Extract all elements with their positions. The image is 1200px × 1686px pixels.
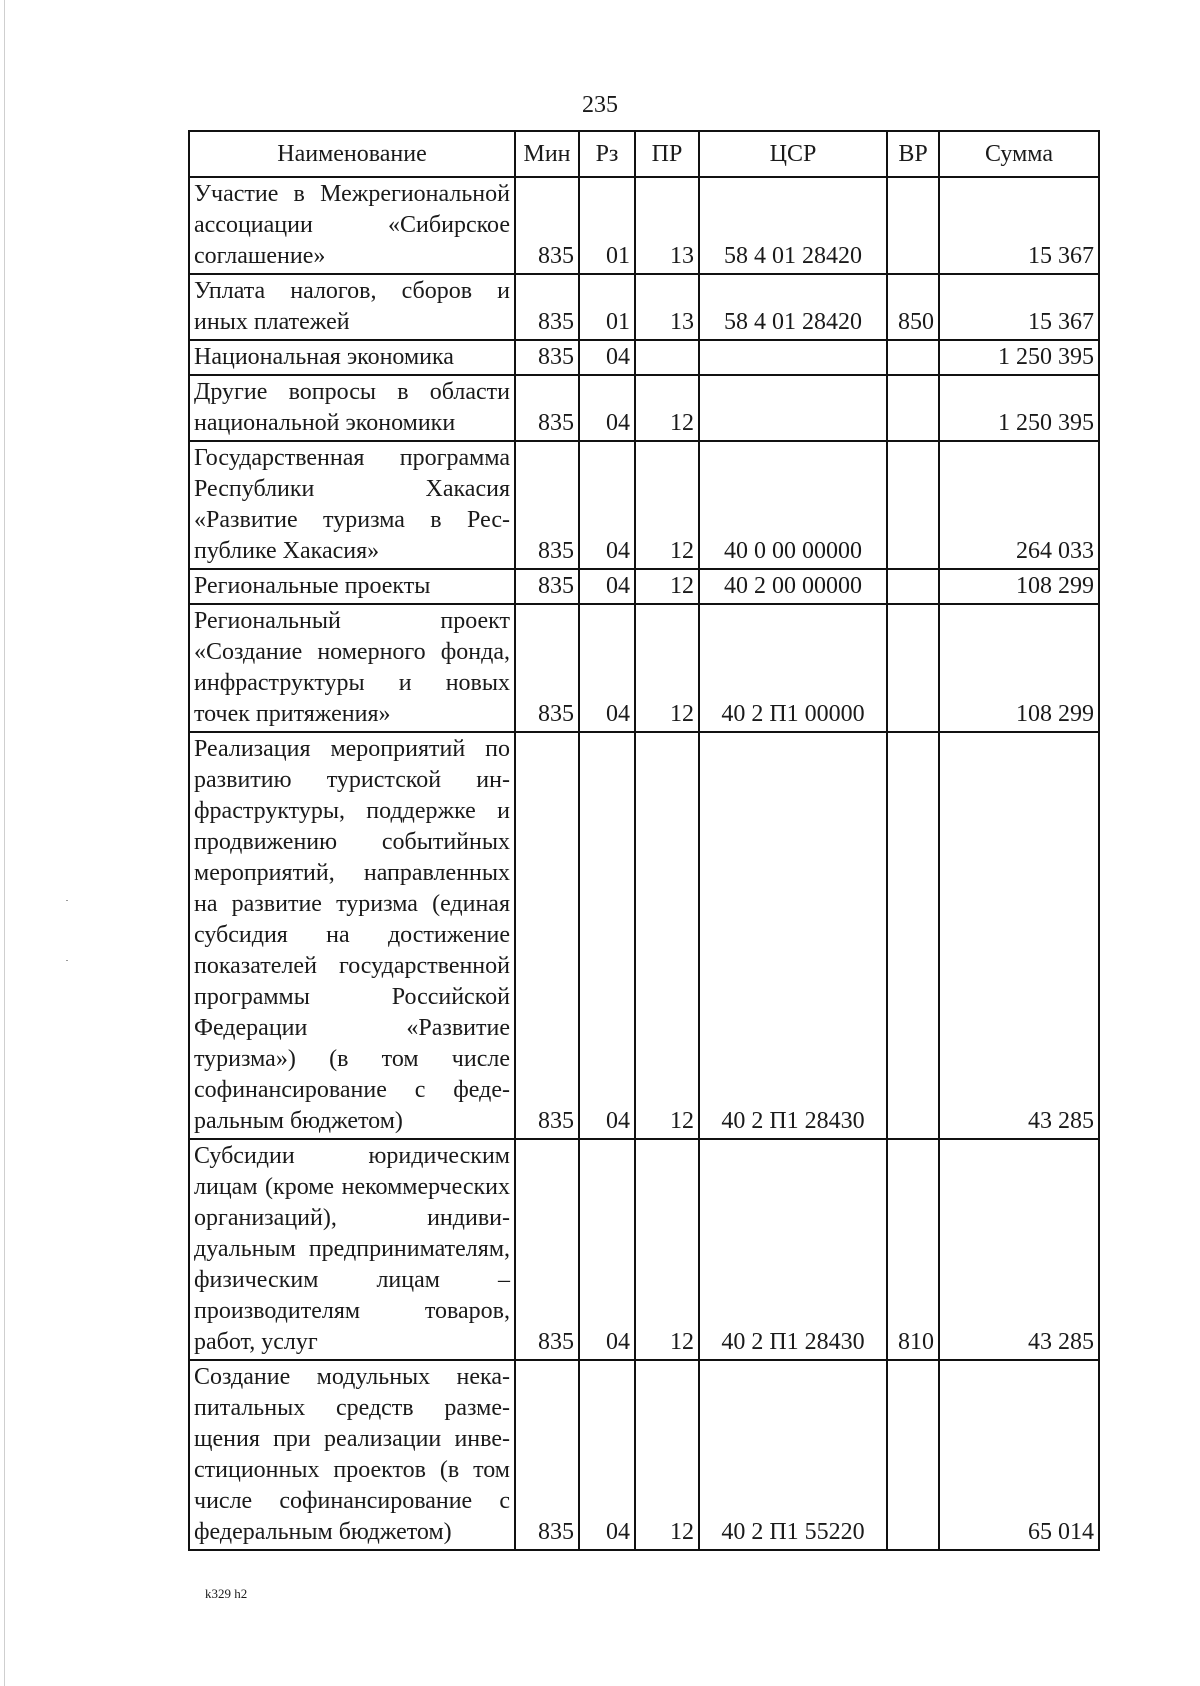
table-header: [189, 131, 1099, 177]
cell-rz: 04: [579, 1139, 635, 1360]
budget-table: [188, 130, 1100, 1551]
cell-vr: [887, 441, 939, 569]
cell-name: Реализация мероприятий по развитию туристской инфраструктуры, поддержке и продвижению событийных мероприятий, направленных на развитие туризма (единая субсидия на достижение показателей государственной программы Российской Федерации «Развитие туризма») (в том числе софинансирование с федеральным бюджетом): [189, 732, 515, 1139]
cell-name: Уплата налогов, сборов и иных платежей: [189, 274, 515, 340]
cell-pr: 12: [635, 604, 699, 732]
cell-rz: 01: [579, 177, 635, 274]
cell-min: 835: [515, 177, 579, 274]
table-body: [189, 177, 1099, 1550]
cell-rz: 04: [579, 732, 635, 1139]
table-row: [189, 1360, 1099, 1550]
header-name: Наименование: [189, 131, 515, 177]
cell-min: 835: [515, 441, 579, 569]
cell-sum: 43 285: [939, 732, 1099, 1139]
cell-vr: [887, 375, 939, 441]
cell-csr: 40 2 П1 28430: [699, 732, 887, 1139]
cell-min: 835: [515, 1360, 579, 1550]
header-rz: Рз: [579, 131, 635, 177]
header-csr: ЦСР: [699, 131, 887, 177]
cell-vr: [887, 1360, 939, 1550]
cell-vr: 810: [887, 1139, 939, 1360]
cell-sum: 264 033: [939, 441, 1099, 569]
table-row: [189, 1139, 1099, 1360]
cell-pr: 12: [635, 1360, 699, 1550]
cell-csr: 58 4 01 28420: [699, 274, 887, 340]
footer-code: k329 h2: [205, 1586, 248, 1601]
cell-name: Участие в Межрегиональной ассоциации «Сибирское соглашение»: [189, 177, 515, 274]
cell-vr: [887, 569, 939, 604]
cell-rz: 04: [579, 569, 635, 604]
cell-pr: 13: [635, 177, 699, 274]
cell-csr: 40 0 00 00000: [699, 441, 887, 569]
cell-csr: [699, 375, 887, 441]
cell-vr: [887, 340, 939, 375]
cell-name: Национальная экономика: [189, 340, 515, 375]
cell-sum: 65 014: [939, 1360, 1099, 1550]
cell-sum: 108 299: [939, 569, 1099, 604]
cell-pr: 13: [635, 274, 699, 340]
cell-csr: 40 2 П1 00000: [699, 604, 887, 732]
cell-pr: 12: [635, 1139, 699, 1360]
header-vr: ВР: [887, 131, 939, 177]
table-row: [189, 375, 1099, 441]
table-row: [189, 177, 1099, 274]
cell-name: Региональные проекты: [189, 569, 515, 604]
cell-rz: 04: [579, 1360, 635, 1550]
cell-name: Региональный проект «Создание номерного фонда, инфраструктуры и новых точек притяжения»: [189, 604, 515, 732]
cell-csr: 40 2 П1 28430: [699, 1139, 887, 1360]
cell-sum: 15 367: [939, 274, 1099, 340]
cell-min: 835: [515, 1139, 579, 1360]
cell-min: 835: [515, 569, 579, 604]
cell-rz: 04: [579, 441, 635, 569]
header-pr: ПР: [635, 131, 699, 177]
cell-pr: 12: [635, 569, 699, 604]
cell-min: 835: [515, 732, 579, 1139]
cell-pr: 12: [635, 375, 699, 441]
cell-rz: 01: [579, 274, 635, 340]
scan-mark: [66, 900, 68, 901]
cell-min: 835: [515, 375, 579, 441]
cell-pr: 12: [635, 441, 699, 569]
table-row: [189, 569, 1099, 604]
cell-vr: [887, 732, 939, 1139]
cell-name: Субсидии юридическим лицам (кроме некоммерческих организаций), индивидуальным предпринимателям, физическим лицам – производителям товаров, работ, услуг: [189, 1139, 515, 1360]
cell-name: Создание модульных некапитальных средств размещения при реализации инвестиционных проектов (в том числе софинансирование с федеральным бюджетом): [189, 1360, 515, 1550]
cell-sum: 15 367: [939, 177, 1099, 274]
table-row: [189, 441, 1099, 569]
scan-mark: [66, 960, 68, 961]
cell-csr: 58 4 01 28420: [699, 177, 887, 274]
table-row: [189, 732, 1099, 1139]
cell-rz: 04: [579, 375, 635, 441]
cell-csr: 40 2 00 00000: [699, 569, 887, 604]
table-row: [189, 340, 1099, 375]
cell-min: 835: [515, 340, 579, 375]
cell-sum: 43 285: [939, 1139, 1099, 1360]
page-number: 235: [582, 92, 618, 118]
table-row: [189, 604, 1099, 732]
cell-sum: 108 299: [939, 604, 1099, 732]
cell-rz: 04: [579, 604, 635, 732]
cell-pr: 12: [635, 732, 699, 1139]
cell-vr: [887, 604, 939, 732]
cell-sum: 1 250 395: [939, 375, 1099, 441]
cell-name: Государственная программа Республики Хакасия «Развитие туризма в Республике Хакасия»: [189, 441, 515, 569]
cell-vr: 850: [887, 274, 939, 340]
header-sum: Сумма: [939, 131, 1099, 177]
cell-csr: [699, 340, 887, 375]
cell-min: 835: [515, 604, 579, 732]
table-row: [189, 274, 1099, 340]
header-min: Мин: [515, 131, 579, 177]
cell-pr: [635, 340, 699, 375]
cell-min: 835: [515, 274, 579, 340]
cell-rz: 04: [579, 340, 635, 375]
cell-csr: 40 2 П1 55220: [699, 1360, 887, 1550]
scan-edge-line: [4, 0, 5, 1686]
header-row: [189, 131, 1099, 177]
cell-vr: [887, 177, 939, 274]
cell-sum: 1 250 395: [939, 340, 1099, 375]
cell-name: Другие вопросы в области национальной экономики: [189, 375, 515, 441]
